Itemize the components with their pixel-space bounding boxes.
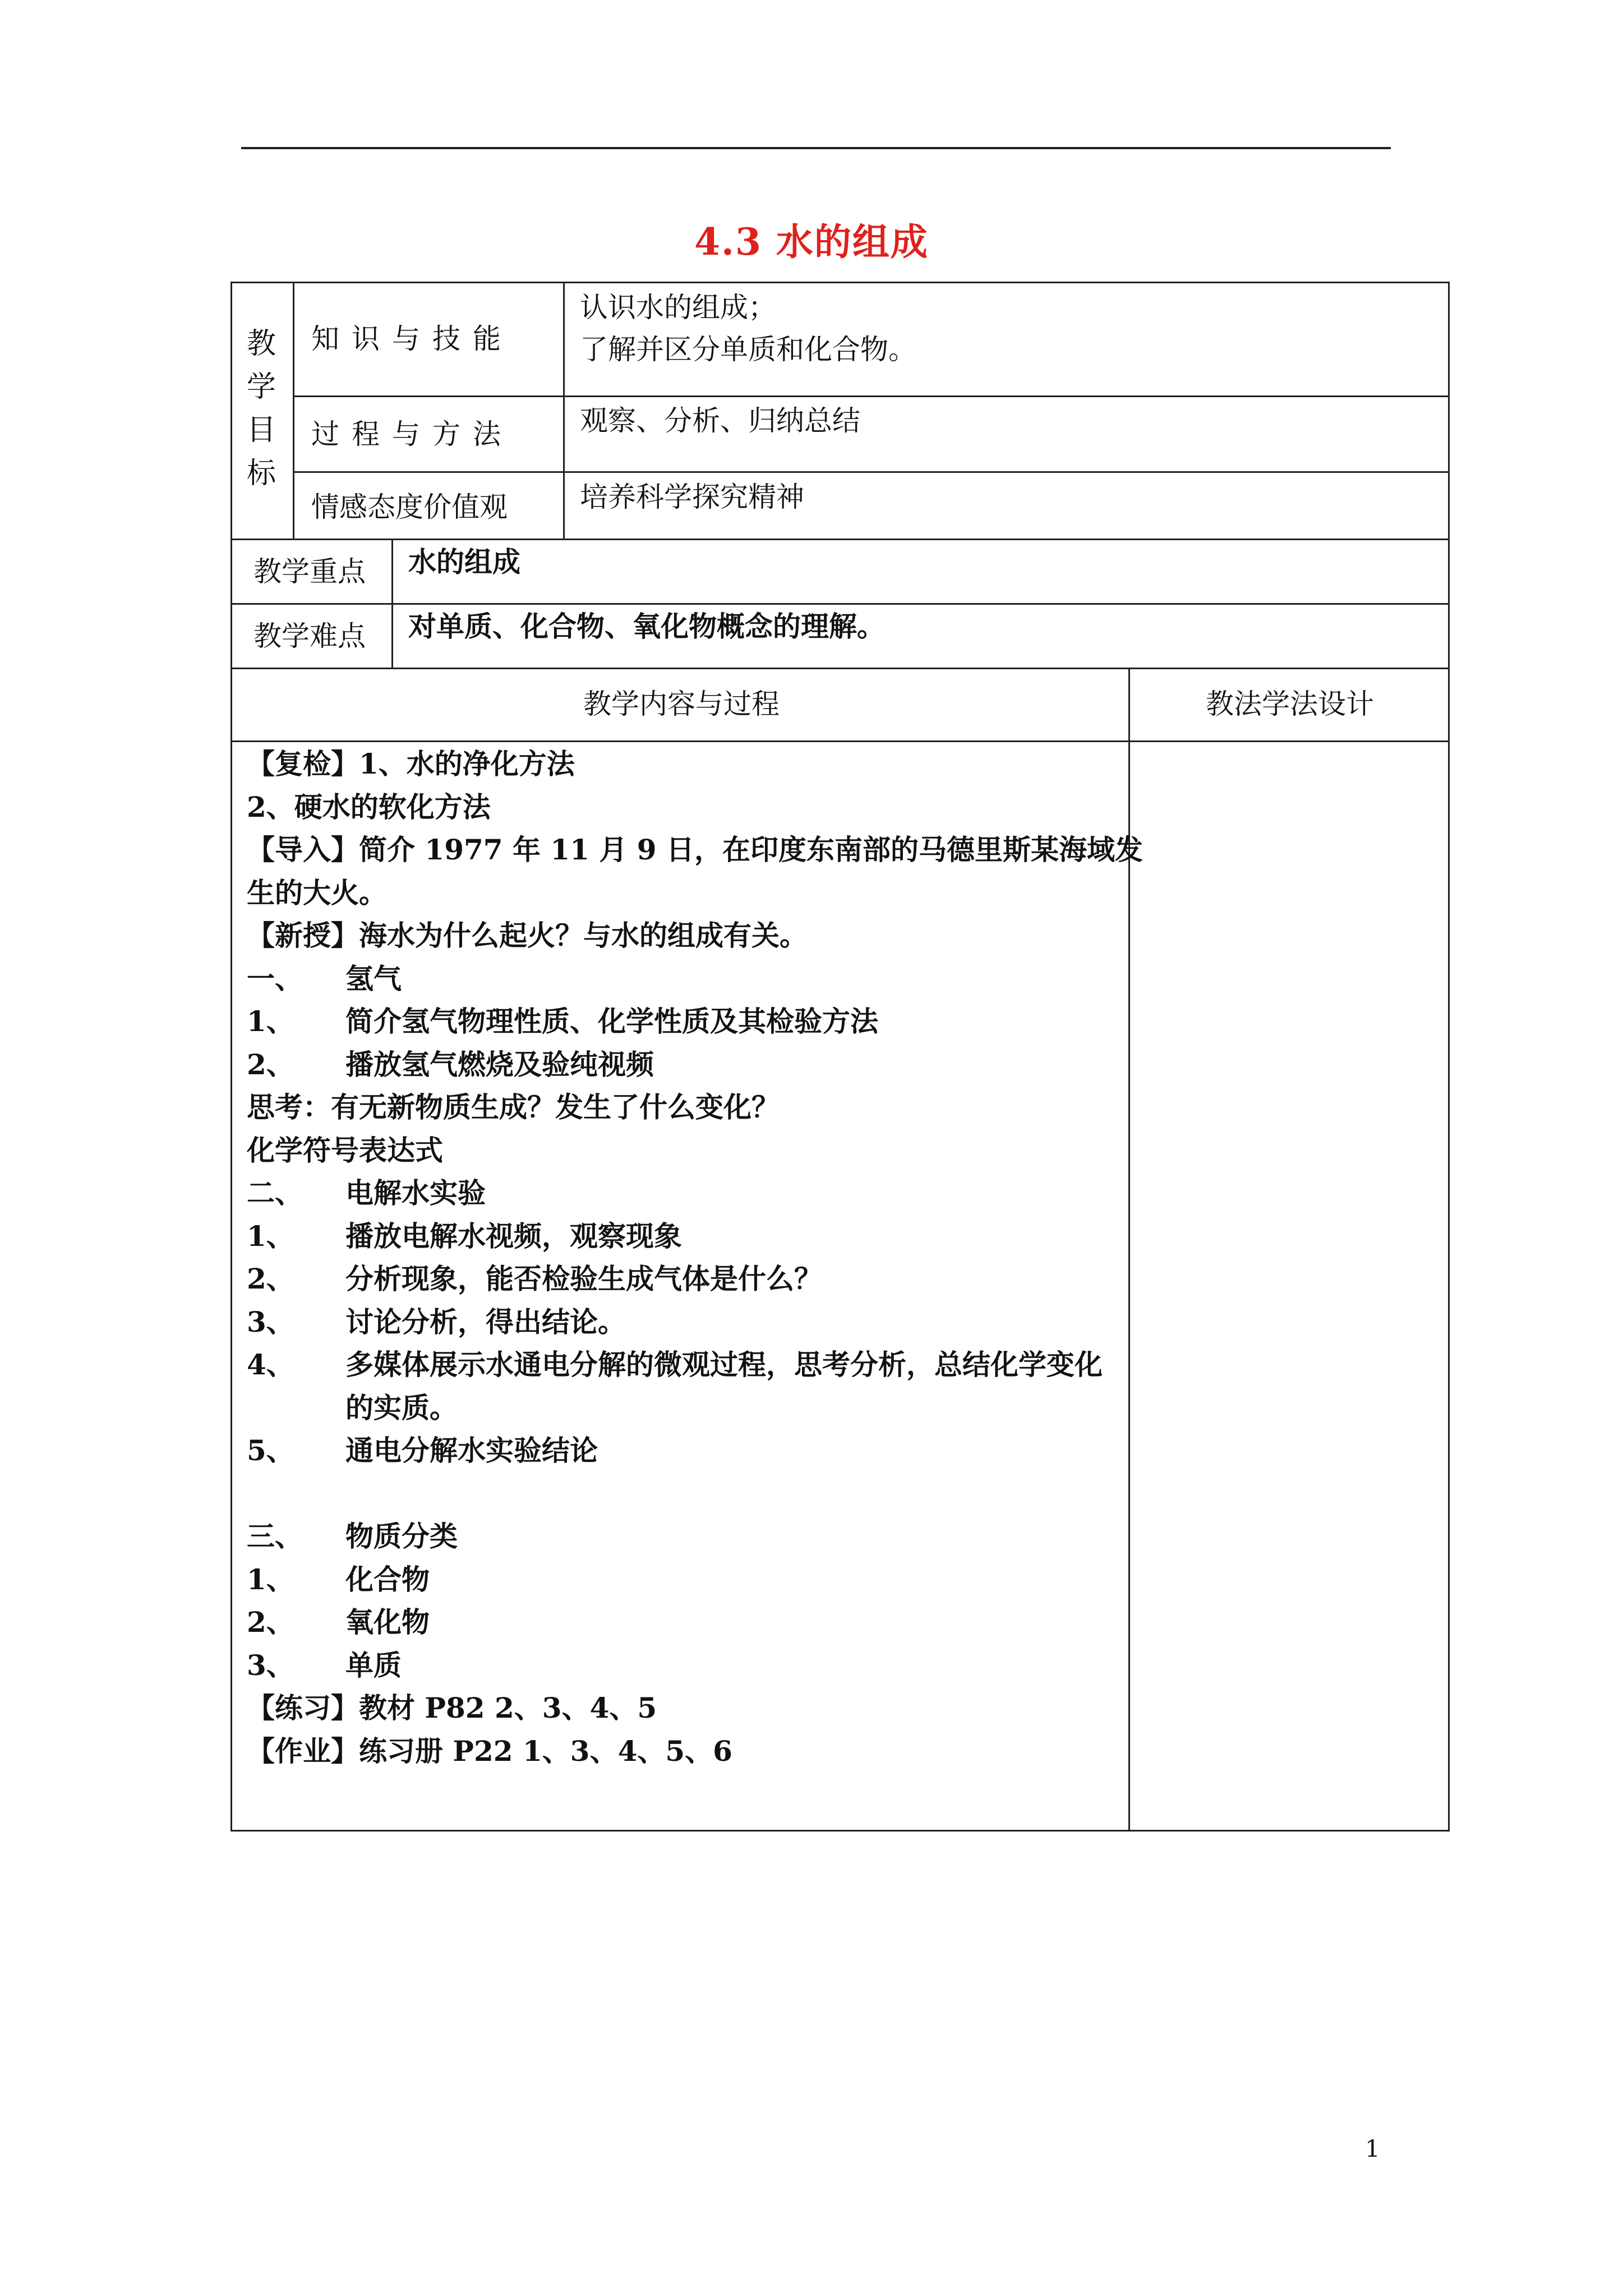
objective-label-process: 过程与方法 (311, 418, 513, 450)
content-line (247, 1687, 1144, 1730)
content-line (247, 1601, 1144, 1644)
content-line (247, 1730, 1144, 1773)
content-line (247, 1644, 1144, 1687)
content-line-text: 通电分解水实验结论 (345, 1434, 598, 1467)
content-line-text: 简介氢气物理性质、化学性质及其检验方法 (345, 1005, 878, 1038)
content-line-text: 【作业】练习册 P22 1、3、4、5、6 (247, 1734, 732, 1768)
table-border-right (1448, 282, 1450, 1832)
content-line-text: 播放电解水视频，观察现象 (345, 1219, 682, 1253)
table-col-rule (293, 282, 294, 540)
table-rule (230, 668, 1450, 669)
table-rule (293, 471, 1450, 473)
content-line-text: 化合物 (345, 1562, 430, 1596)
content-line-number: 2、 (247, 1047, 294, 1081)
content-line (247, 914, 1144, 958)
content-line (247, 829, 1144, 872)
content-line-text: 电解水实验 (345, 1176, 486, 1209)
content-line-number: 3、 (247, 1648, 294, 1682)
content-line-number: 4、 (247, 1348, 294, 1381)
content-line-text: 氧化物 (345, 1605, 430, 1639)
table-rule (293, 395, 1450, 397)
objectives-group-label: 教学目标 (246, 327, 276, 490)
difficulty-value: 对单质、化合物、氧化物概念的理解。 (408, 610, 885, 643)
objective-content-knowledge-2: 了解并区分单质和化合物。 (580, 333, 916, 366)
content-line-number: 三、 (247, 1520, 303, 1553)
content-line-text: 【复检】1、水的净化方法 (247, 747, 575, 780)
content-line (247, 1558, 1144, 1602)
content-line-number: 5、 (247, 1434, 294, 1467)
table-col-rule (563, 282, 565, 540)
table-border-top (230, 282, 1450, 283)
content-line-text: 思考：有无新物质生成？发生了什么变化？ (247, 1091, 780, 1124)
content-line-text: 氢气 (345, 961, 402, 995)
column-header-content: 教学内容与过程 (583, 688, 780, 720)
content-line-text: 【练习】教材 P82 2、3、4、5 (247, 1691, 657, 1724)
content-line-text: 的实质。 (345, 1391, 458, 1424)
column-header-method: 教法学法设计 (1206, 688, 1374, 720)
objective-content-knowledge-1: 认识水的组成； (580, 291, 776, 324)
objective-content-attitude: 培养科学探究精神 (580, 481, 804, 513)
teaching-content-body (247, 743, 1144, 1773)
content-line-text: 讨论分析，得出结论。 (345, 1305, 626, 1338)
content-line-number: 二、 (247, 1176, 303, 1209)
content-line (247, 1043, 1144, 1087)
objective-label-attitude: 情感态度价值观 (311, 491, 508, 523)
content-line-text: 多媒体展示水通电分解的微观过程，思考分析，总结化学变化 (345, 1348, 1103, 1381)
content-line-number: 1、 (247, 1219, 294, 1253)
content-line-blank (247, 1473, 1144, 1516)
difficulty-label: 教学难点 (253, 620, 366, 652)
content-line-text: 分析现象，能否检验生成气体是什么？ (345, 1262, 822, 1295)
key-point-label: 教学重点 (253, 555, 366, 588)
content-line-number: 1、 (247, 1562, 294, 1596)
content-line (247, 1301, 1144, 1344)
content-line (247, 1258, 1144, 1301)
objective-content-process: 观察、分析、归纳总结 (580, 404, 860, 437)
content-line-text: 化学符号表达式 (247, 1133, 443, 1167)
content-line (247, 958, 1144, 1001)
content-line (247, 786, 1144, 829)
content-line (247, 1387, 1144, 1430)
content-line (247, 1429, 1144, 1473)
table-rule (230, 740, 1450, 742)
table-rule (230, 603, 1450, 605)
content-line (247, 1086, 1144, 1129)
header-rule (241, 147, 1391, 149)
content-line-text: 生的大火。 (247, 876, 387, 909)
content-line-text: 单质 (345, 1648, 402, 1682)
content-line (247, 1000, 1144, 1043)
table-col-rule (391, 539, 393, 669)
content-line (247, 1172, 1144, 1215)
content-line (247, 743, 1144, 786)
key-point-value: 水的组成 (408, 545, 520, 578)
content-line (247, 1343, 1144, 1387)
content-line-number: 一、 (247, 961, 303, 995)
page-title: 4.3 水的组成 (694, 220, 929, 264)
content-line-text: 【新授】海水为什么起火？与水的组成有关。 (247, 919, 808, 952)
content-line (247, 1215, 1144, 1258)
content-line-number: 1、 (247, 1005, 294, 1038)
objective-label-knowledge: 知识与技能 (311, 323, 513, 355)
table-border-bottom (230, 1830, 1450, 1832)
content-line-text: 播放氢气燃烧及验纯视频 (345, 1047, 654, 1081)
content-line-text: 【导入】简介 1977 年 11 月 9 日，在印度东南部的马德里斯某海域发 (247, 833, 1143, 866)
content-line-text: 2、硬水的软化方法 (247, 790, 491, 823)
content-line-number: 2、 (247, 1262, 294, 1295)
table-border-left (230, 282, 232, 1832)
content-line-number: 3、 (247, 1305, 294, 1338)
content-line (247, 872, 1144, 915)
page-number: 1 (1365, 2135, 1380, 2162)
content-line (247, 1129, 1144, 1172)
content-line (247, 1515, 1144, 1558)
content-line-text: 物质分类 (345, 1520, 458, 1553)
content-line-number: 2、 (247, 1605, 294, 1639)
table-rule (230, 539, 1450, 540)
